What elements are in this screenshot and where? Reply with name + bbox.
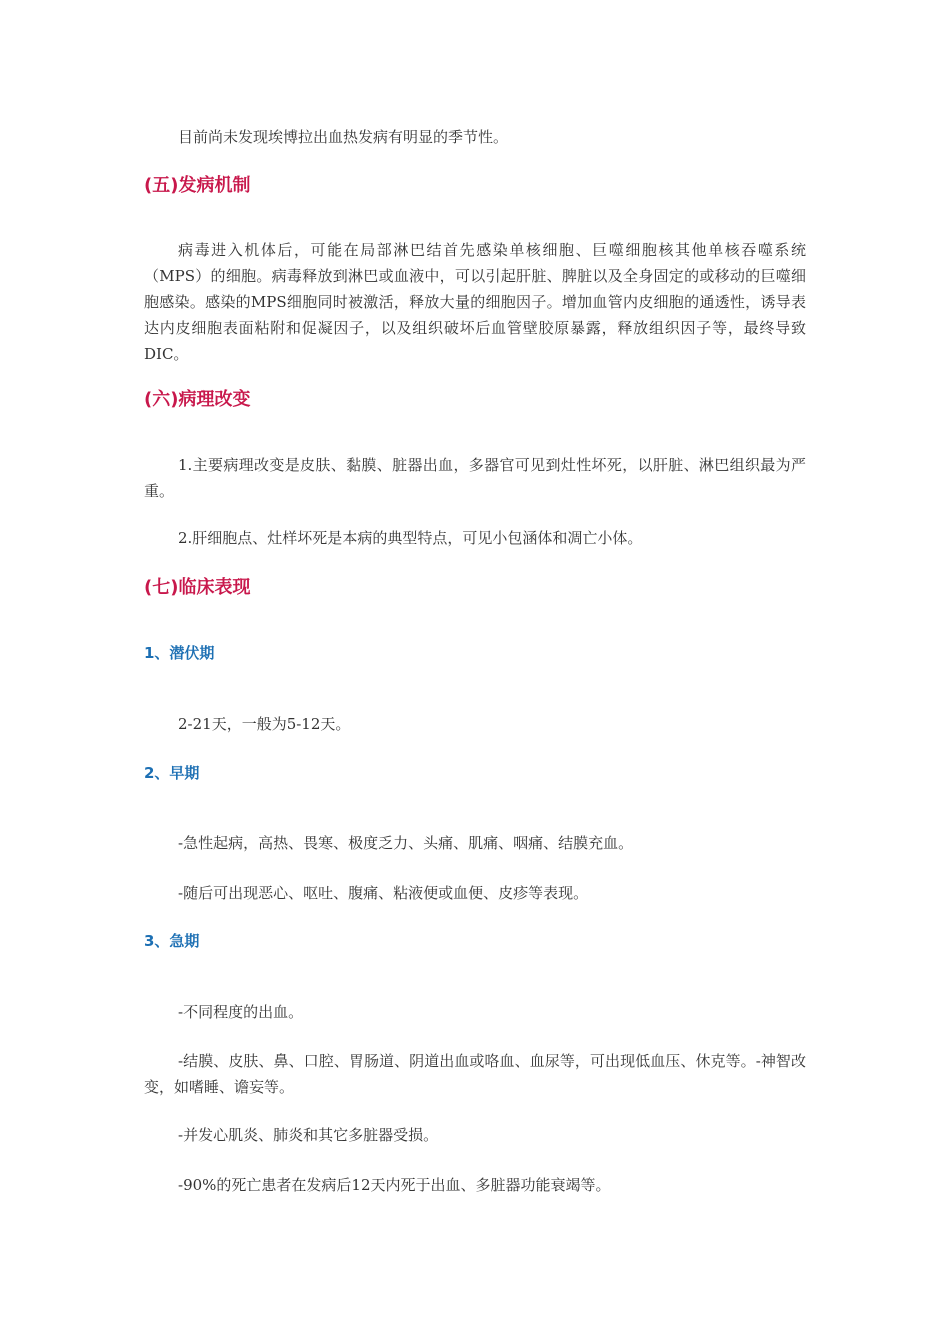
acute-stage-paragraph-4: -90%的死亡患者在发病后12天内死于出血、多脏器功能衰竭等。 — [178, 1176, 611, 1194]
section-heading-clinical: (七)临床表现 — [144, 577, 251, 598]
incubation-paragraph: 2-21天，一般为5-12天。 — [178, 715, 351, 733]
early-stage-paragraph-1: -急性起病，高热、畏寒、极度乏力、头痛、肌痛、咽痛、结膜充血。 — [178, 834, 634, 852]
acute-stage-paragraph-2: -结膜、皮肤、鼻、口腔、胃肠道、阴道出血或咯血、血尿等，可出现低血压、休克等。-神智改变，如嗜睡、谵妄等。 — [144, 1052, 806, 1096]
section-heading-pathogenesis: (五)发病机制 — [144, 175, 251, 196]
pathology-paragraph-2: 2.肝细胞点、灶样坏死是本病的典型特点，可见小包涵体和凋亡小体。 — [178, 529, 643, 547]
section-heading-pathology: (六)病理改变 — [144, 389, 251, 410]
pathology-paragraph-1: 1.主要病理改变是皮肤、黏膜、脏器出血，多器官可见到灶性坏死，以肝脏、淋巴组织最为严重。 — [144, 456, 806, 500]
early-stage-paragraph-2: -随后可出现恶心、呕吐、腹痛、粘液便或血便、皮疹等表现。 — [178, 884, 589, 902]
subheading-acute-stage: 3、急期 — [144, 932, 200, 950]
subheading-incubation: 1、潜伏期 — [144, 644, 215, 662]
subheading-early-stage: 2、早期 — [144, 764, 200, 782]
pathogenesis-paragraph: 病毒进入机体后，可能在局部淋巴结首先感染单核细胞、巨噬细胞核其他单核吞噬系统（MPS）的细胞。病毒释放到淋巴或血液中，可以引起肝脏、脾脏以及全身固定的或移动的巨噬细胞感染。感染的MPS细胞同时被激活，释放大量的细胞因子。增加血管内皮细胞的通透性，诱导表达内皮细胞表面粘附和促凝因子，以及组织破坏后血管壁胶原暴露，释放组织因子等，最终导致DIC。 — [144, 241, 806, 363]
intro-paragraph: 目前尚未发现埃博拉出血热发病有明显的季节性。 — [178, 128, 509, 146]
acute-stage-paragraph-1: -不同程度的出血。 — [178, 1003, 304, 1021]
acute-stage-paragraph-3: -并发心肌炎、肺炎和其它多脏器受损。 — [178, 1126, 439, 1144]
